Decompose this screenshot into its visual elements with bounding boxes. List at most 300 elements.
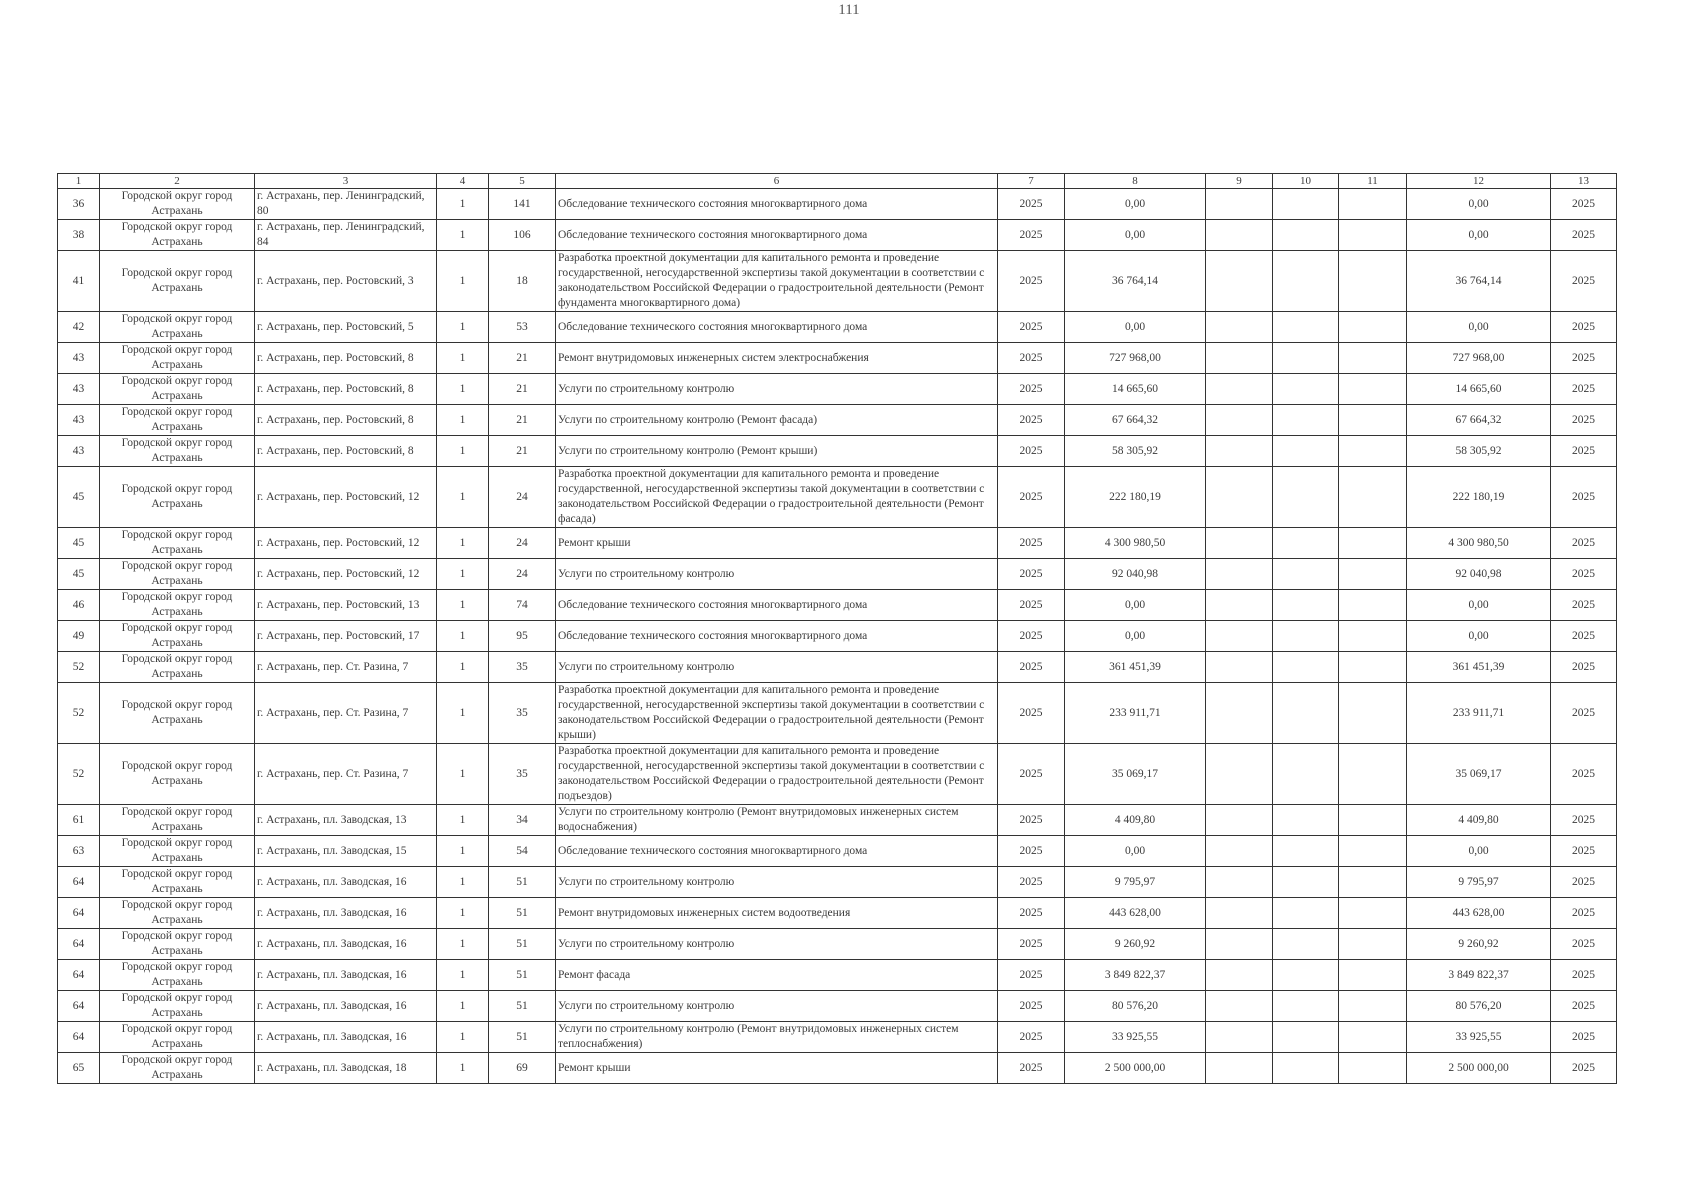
year-cell: 2025 [998, 405, 1065, 436]
total-cell: 2 500 000,00 [1407, 1053, 1551, 1084]
total-cell: 4 300 980,50 [1407, 528, 1551, 559]
row-number-cell: 45 [58, 528, 100, 559]
col5-cell: 21 [489, 374, 556, 405]
col9-cell [1206, 220, 1273, 251]
col10-cell [1273, 898, 1339, 929]
table-row [58, 898, 1617, 929]
year-cell: 2025 [998, 251, 1065, 312]
table-row [58, 744, 1617, 805]
work-type-cell: Обследование технического состояния многоквартирного дома [556, 590, 998, 621]
col10-cell [1273, 1053, 1339, 1084]
col10-cell [1273, 251, 1339, 312]
table-row [58, 436, 1617, 467]
col10-cell [1273, 312, 1339, 343]
row-number-cell: 43 [58, 343, 100, 374]
table-body [58, 189, 1617, 1084]
work-type-cell: Разработка проектной документации для капитального ремонта и проведение государственной, негосударственной экспертизы такой документации в соответствии с законодательством Российской Федерации о градостроительной деятельности (Ремонт крыши) [556, 683, 998, 744]
col10-cell [1273, 805, 1339, 836]
col9-cell [1206, 436, 1273, 467]
address-cell: г. Астрахань, пер. Ростовский, 8 [255, 343, 437, 374]
year-cell: 2025 [998, 683, 1065, 744]
work-type-cell: Ремонт крыши [556, 528, 998, 559]
row-number-cell: 64 [58, 991, 100, 1022]
municipality-cell: Городской округ город Астрахань [100, 436, 255, 467]
end-year-cell: 2025 [1551, 312, 1617, 343]
table-row [58, 1053, 1617, 1084]
end-year-cell: 2025 [1551, 683, 1617, 744]
col4-cell: 1 [437, 189, 489, 220]
col4-cell: 1 [437, 436, 489, 467]
col11-cell [1339, 867, 1407, 898]
row-number-cell: 52 [58, 683, 100, 744]
col10-cell [1273, 590, 1339, 621]
total-cell: 4 409,80 [1407, 805, 1551, 836]
col5-cell: 35 [489, 744, 556, 805]
total-cell: 36 764,14 [1407, 251, 1551, 312]
address-cell: г. Астрахань, пл. Заводская, 16 [255, 1022, 437, 1053]
table-row [58, 528, 1617, 559]
cost-cell: 0,00 [1065, 590, 1206, 621]
col4-cell: 1 [437, 960, 489, 991]
col5-cell: 95 [489, 621, 556, 652]
row-number-cell: 41 [58, 251, 100, 312]
row-number-cell: 64 [58, 960, 100, 991]
end-year-cell: 2025 [1551, 960, 1617, 991]
cost-cell: 0,00 [1065, 220, 1206, 251]
address-cell: г. Астрахань, пер. Ростовский, 5 [255, 312, 437, 343]
col10-cell [1273, 652, 1339, 683]
total-cell: 0,00 [1407, 590, 1551, 621]
column-header: 13 [1551, 174, 1617, 189]
end-year-cell: 2025 [1551, 251, 1617, 312]
col11-cell [1339, 528, 1407, 559]
work-type-cell: Услуги по строительному контролю (Ремонт внутридомовых инженерных систем теплоснабжения) [556, 1022, 998, 1053]
total-cell: 727 968,00 [1407, 343, 1551, 374]
year-cell: 2025 [998, 1022, 1065, 1053]
row-number-cell: 65 [58, 1053, 100, 1084]
work-type-cell: Услуги по строительному контролю [556, 929, 998, 960]
column-header: 3 [255, 174, 437, 189]
cost-cell: 58 305,92 [1065, 436, 1206, 467]
address-cell: г. Астрахань, пер. Ленинградский, 80 [255, 189, 437, 220]
total-cell: 222 180,19 [1407, 467, 1551, 528]
col4-cell: 1 [437, 1022, 489, 1053]
work-type-cell: Услуги по строительному контролю (Ремонт крыши) [556, 436, 998, 467]
address-cell: г. Астрахань, пер. Ростовский, 8 [255, 374, 437, 405]
col11-cell [1339, 683, 1407, 744]
year-cell: 2025 [998, 590, 1065, 621]
municipality-cell: Городской округ город Астрахань [100, 1053, 255, 1084]
total-cell: 3 849 822,37 [1407, 960, 1551, 991]
col5-cell: 35 [489, 683, 556, 744]
table-row [58, 374, 1617, 405]
municipality-cell: Городской округ город Астрахань [100, 805, 255, 836]
col5-cell: 51 [489, 991, 556, 1022]
col9-cell [1206, 590, 1273, 621]
col9-cell [1206, 343, 1273, 374]
total-cell: 58 305,92 [1407, 436, 1551, 467]
column-header: 4 [437, 174, 489, 189]
address-cell: г. Астрахань, пл. Заводская, 16 [255, 898, 437, 929]
column-header: 2 [100, 174, 255, 189]
work-type-cell: Обследование технического состояния многоквартирного дома [556, 312, 998, 343]
end-year-cell: 2025 [1551, 805, 1617, 836]
col9-cell [1206, 405, 1273, 436]
col10-cell [1273, 1022, 1339, 1053]
total-cell: 67 664,32 [1407, 405, 1551, 436]
end-year-cell: 2025 [1551, 744, 1617, 805]
row-number-cell: 64 [58, 867, 100, 898]
col9-cell [1206, 374, 1273, 405]
cost-cell: 4 409,80 [1065, 805, 1206, 836]
total-cell: 33 925,55 [1407, 1022, 1551, 1053]
total-cell: 0,00 [1407, 621, 1551, 652]
page-number: 111 [838, 2, 860, 18]
year-cell: 2025 [998, 652, 1065, 683]
work-type-cell: Обследование технического состояния многоквартирного дома [556, 220, 998, 251]
col11-cell [1339, 991, 1407, 1022]
table-row [58, 189, 1617, 220]
col11-cell [1339, 405, 1407, 436]
year-cell: 2025 [998, 744, 1065, 805]
address-cell: г. Астрахань, пер. Ростовский, 12 [255, 559, 437, 590]
col9-cell [1206, 929, 1273, 960]
col9-cell [1206, 867, 1273, 898]
table-row [58, 652, 1617, 683]
col11-cell [1339, 467, 1407, 528]
col4-cell: 1 [437, 1053, 489, 1084]
col10-cell [1273, 960, 1339, 991]
end-year-cell: 2025 [1551, 590, 1617, 621]
municipality-cell: Городской округ город Астрахань [100, 867, 255, 898]
col5-cell: 24 [489, 528, 556, 559]
total-cell: 35 069,17 [1407, 744, 1551, 805]
table-row [58, 220, 1617, 251]
work-type-cell: Ремонт фасада [556, 960, 998, 991]
municipality-cell: Городской округ город Астрахань [100, 251, 255, 312]
municipality-cell: Городской округ город Астрахань [100, 1022, 255, 1053]
end-year-cell: 2025 [1551, 991, 1617, 1022]
col5-cell: 74 [489, 590, 556, 621]
address-cell: г. Астрахань, пер. Ст. Разина, 7 [255, 652, 437, 683]
col11-cell [1339, 189, 1407, 220]
municipality-cell: Городской округ город Астрахань [100, 467, 255, 528]
col9-cell [1206, 189, 1273, 220]
total-cell: 9 795,97 [1407, 867, 1551, 898]
year-cell: 2025 [998, 467, 1065, 528]
col5-cell: 141 [489, 189, 556, 220]
total-cell: 0,00 [1407, 189, 1551, 220]
col9-cell [1206, 836, 1273, 867]
col10-cell [1273, 929, 1339, 960]
row-number-cell: 45 [58, 559, 100, 590]
col11-cell [1339, 590, 1407, 621]
col11-cell [1339, 312, 1407, 343]
row-number-cell: 42 [58, 312, 100, 343]
end-year-cell: 2025 [1551, 652, 1617, 683]
col4-cell: 1 [437, 652, 489, 683]
col11-cell [1339, 436, 1407, 467]
municipality-cell: Городской округ город Астрахань [100, 652, 255, 683]
row-number-cell: 36 [58, 189, 100, 220]
row-number-cell: 64 [58, 929, 100, 960]
end-year-cell: 2025 [1551, 189, 1617, 220]
col9-cell [1206, 251, 1273, 312]
col4-cell: 1 [437, 991, 489, 1022]
year-cell: 2025 [998, 436, 1065, 467]
address-cell: г. Астрахань, пл. Заводская, 15 [255, 836, 437, 867]
municipality-cell: Городской округ город Астрахань [100, 590, 255, 621]
end-year-cell: 2025 [1551, 436, 1617, 467]
col4-cell: 1 [437, 343, 489, 374]
row-number-cell: 64 [58, 1022, 100, 1053]
col10-cell [1273, 991, 1339, 1022]
col10-cell [1273, 220, 1339, 251]
col4-cell: 1 [437, 251, 489, 312]
column-header: 6 [556, 174, 998, 189]
col11-cell [1339, 559, 1407, 590]
col4-cell: 1 [437, 528, 489, 559]
total-cell: 361 451,39 [1407, 652, 1551, 683]
col9-cell [1206, 683, 1273, 744]
year-cell: 2025 [998, 312, 1065, 343]
col4-cell: 1 [437, 744, 489, 805]
work-type-cell: Разработка проектной документации для капитального ремонта и проведение государственной, негосударственной экспертизы такой документации в соответствии с законодательством Российской Федерации о градостроительной деятельности (Ремонт фасада) [556, 467, 998, 528]
col11-cell [1339, 343, 1407, 374]
row-number-cell: 45 [58, 467, 100, 528]
work-type-cell: Разработка проектной документации для капитального ремонта и проведение государственной, негосударственной экспертизы такой документации в соответствии с законодательством Российской Федерации о градостроительной деятельности (Ремонт подъездов) [556, 744, 998, 805]
total-cell: 443 628,00 [1407, 898, 1551, 929]
municipality-cell: Городской округ город Астрахань [100, 312, 255, 343]
address-cell: г. Астрахань, пл. Заводская, 16 [255, 991, 437, 1022]
address-cell: г. Астрахань, пер. Ростовский, 8 [255, 436, 437, 467]
col4-cell: 1 [437, 467, 489, 528]
work-type-cell: Услуги по строительному контролю [556, 991, 998, 1022]
municipality-cell: Городской округ город Астрахань [100, 621, 255, 652]
municipality-cell: Городской округ город Астрахань [100, 189, 255, 220]
row-number-cell: 61 [58, 805, 100, 836]
col4-cell: 1 [437, 405, 489, 436]
municipality-cell: Городской округ город Астрахань [100, 559, 255, 590]
work-type-cell: Ремонт внутридомовых инженерных систем водоотведения [556, 898, 998, 929]
cost-cell: 92 040,98 [1065, 559, 1206, 590]
address-cell: г. Астрахань, пл. Заводская, 13 [255, 805, 437, 836]
col11-cell [1339, 805, 1407, 836]
address-cell: г. Астрахань, пер. Ростовский, 12 [255, 467, 437, 528]
municipality-cell: Городской округ город Астрахань [100, 528, 255, 559]
work-type-cell: Услуги по строительному контролю [556, 559, 998, 590]
work-type-cell: Ремонт крыши [556, 1053, 998, 1084]
cost-cell: 0,00 [1065, 312, 1206, 343]
col5-cell: 106 [489, 220, 556, 251]
column-header: 5 [489, 174, 556, 189]
col5-cell: 21 [489, 405, 556, 436]
col9-cell [1206, 652, 1273, 683]
cost-cell: 33 925,55 [1065, 1022, 1206, 1053]
municipality-cell: Городской округ город Астрахань [100, 836, 255, 867]
year-cell: 2025 [998, 528, 1065, 559]
col11-cell [1339, 220, 1407, 251]
col4-cell: 1 [437, 867, 489, 898]
col10-cell [1273, 836, 1339, 867]
municipality-cell: Городской округ город Астрахань [100, 343, 255, 374]
municipality-cell: Городской округ город Астрахань [100, 220, 255, 251]
municipality-cell: Городской округ город Астрахань [100, 683, 255, 744]
total-cell: 80 576,20 [1407, 991, 1551, 1022]
work-type-cell: Обследование технического состояния многоквартирного дома [556, 189, 998, 220]
row-number-cell: 64 [58, 898, 100, 929]
table-row [58, 343, 1617, 374]
municipality-cell: Городской округ город Астрахань [100, 405, 255, 436]
total-cell: 0,00 [1407, 836, 1551, 867]
work-type-cell: Услуги по строительному контролю [556, 867, 998, 898]
col10-cell [1273, 405, 1339, 436]
column-header: 11 [1339, 174, 1407, 189]
col4-cell: 1 [437, 683, 489, 744]
cost-cell: 80 576,20 [1065, 991, 1206, 1022]
table-row [58, 960, 1617, 991]
cost-cell: 14 665,60 [1065, 374, 1206, 405]
col11-cell [1339, 251, 1407, 312]
column-number-header [58, 174, 1617, 189]
total-cell: 92 040,98 [1407, 559, 1551, 590]
table-row [58, 312, 1617, 343]
row-number-cell: 49 [58, 621, 100, 652]
address-cell: г. Астрахань, пл. Заводская, 18 [255, 1053, 437, 1084]
total-cell: 9 260,92 [1407, 929, 1551, 960]
work-type-cell: Услуги по строительному контролю (Ремонт внутридомовых инженерных систем водоснабжения) [556, 805, 998, 836]
year-cell: 2025 [998, 559, 1065, 590]
column-header: 10 [1273, 174, 1339, 189]
address-cell: г. Астрахань, пер. Ростовский, 17 [255, 621, 437, 652]
col11-cell [1339, 960, 1407, 991]
cost-cell: 443 628,00 [1065, 898, 1206, 929]
column-header: 9 [1206, 174, 1273, 189]
work-type-cell: Услуги по строительному контролю (Ремонт фасада) [556, 405, 998, 436]
col9-cell [1206, 312, 1273, 343]
col10-cell [1273, 621, 1339, 652]
address-cell: г. Астрахань, пер. Ст. Разина, 7 [255, 683, 437, 744]
table-row [58, 805, 1617, 836]
col9-cell [1206, 744, 1273, 805]
municipality-cell: Городской округ город Астрахань [100, 744, 255, 805]
year-cell: 2025 [998, 898, 1065, 929]
cost-cell: 35 069,17 [1065, 744, 1206, 805]
col11-cell [1339, 898, 1407, 929]
col10-cell [1273, 528, 1339, 559]
col10-cell [1273, 467, 1339, 528]
table-row [58, 991, 1617, 1022]
col4-cell: 1 [437, 805, 489, 836]
municipality-cell: Городской округ город Астрахань [100, 374, 255, 405]
year-cell: 2025 [998, 189, 1065, 220]
col10-cell [1273, 374, 1339, 405]
year-cell: 2025 [998, 374, 1065, 405]
cost-cell: 0,00 [1065, 836, 1206, 867]
col4-cell: 1 [437, 590, 489, 621]
col10-cell [1273, 559, 1339, 590]
col4-cell: 1 [437, 374, 489, 405]
cost-cell: 0,00 [1065, 189, 1206, 220]
table-row [58, 867, 1617, 898]
repair-program-table [57, 173, 1617, 1084]
col4-cell: 1 [437, 836, 489, 867]
col10-cell [1273, 189, 1339, 220]
col9-cell [1206, 621, 1273, 652]
col5-cell: 51 [489, 898, 556, 929]
cost-cell: 3 849 822,37 [1065, 960, 1206, 991]
cost-cell: 2 500 000,00 [1065, 1053, 1206, 1084]
cost-cell: 67 664,32 [1065, 405, 1206, 436]
year-cell: 2025 [998, 867, 1065, 898]
end-year-cell: 2025 [1551, 343, 1617, 374]
end-year-cell: 2025 [1551, 898, 1617, 929]
col11-cell [1339, 929, 1407, 960]
col4-cell: 1 [437, 929, 489, 960]
row-number-cell: 43 [58, 436, 100, 467]
column-header: 7 [998, 174, 1065, 189]
work-type-cell: Обследование технического состояния многоквартирного дома [556, 621, 998, 652]
col9-cell [1206, 467, 1273, 528]
end-year-cell: 2025 [1551, 374, 1617, 405]
col5-cell: 21 [489, 343, 556, 374]
col11-cell [1339, 652, 1407, 683]
row-number-cell: 46 [58, 590, 100, 621]
cost-cell: 4 300 980,50 [1065, 528, 1206, 559]
table-row [58, 467, 1617, 528]
col10-cell [1273, 744, 1339, 805]
col9-cell [1206, 1022, 1273, 1053]
col5-cell: 51 [489, 867, 556, 898]
col11-cell [1339, 836, 1407, 867]
row-number-cell: 52 [58, 652, 100, 683]
work-type-cell: Ремонт внутридомовых инженерных систем электроснабжения [556, 343, 998, 374]
col4-cell: 1 [437, 312, 489, 343]
year-cell: 2025 [998, 343, 1065, 374]
end-year-cell: 2025 [1551, 528, 1617, 559]
cost-cell: 727 968,00 [1065, 343, 1206, 374]
address-cell: г. Астрахань, пер. Ст. Разина, 7 [255, 744, 437, 805]
col4-cell: 1 [437, 559, 489, 590]
table-row [58, 1022, 1617, 1053]
year-cell: 2025 [998, 836, 1065, 867]
column-header: 12 [1407, 174, 1551, 189]
municipality-cell: Городской округ город Астрахань [100, 960, 255, 991]
end-year-cell: 2025 [1551, 621, 1617, 652]
end-year-cell: 2025 [1551, 836, 1617, 867]
col9-cell [1206, 528, 1273, 559]
end-year-cell: 2025 [1551, 1022, 1617, 1053]
total-cell: 0,00 [1407, 312, 1551, 343]
col11-cell [1339, 374, 1407, 405]
col11-cell [1339, 744, 1407, 805]
end-year-cell: 2025 [1551, 929, 1617, 960]
total-cell: 0,00 [1407, 220, 1551, 251]
row-number-cell: 38 [58, 220, 100, 251]
col5-cell: 34 [489, 805, 556, 836]
cost-cell: 0,00 [1065, 621, 1206, 652]
table-row [58, 683, 1617, 744]
table-row [58, 836, 1617, 867]
municipality-cell: Городской округ город Астрахань [100, 991, 255, 1022]
year-cell: 2025 [998, 929, 1065, 960]
col10-cell [1273, 867, 1339, 898]
col5-cell: 69 [489, 1053, 556, 1084]
table-row [58, 251, 1617, 312]
col5-cell: 35 [489, 652, 556, 683]
col5-cell: 51 [489, 960, 556, 991]
col5-cell: 24 [489, 559, 556, 590]
